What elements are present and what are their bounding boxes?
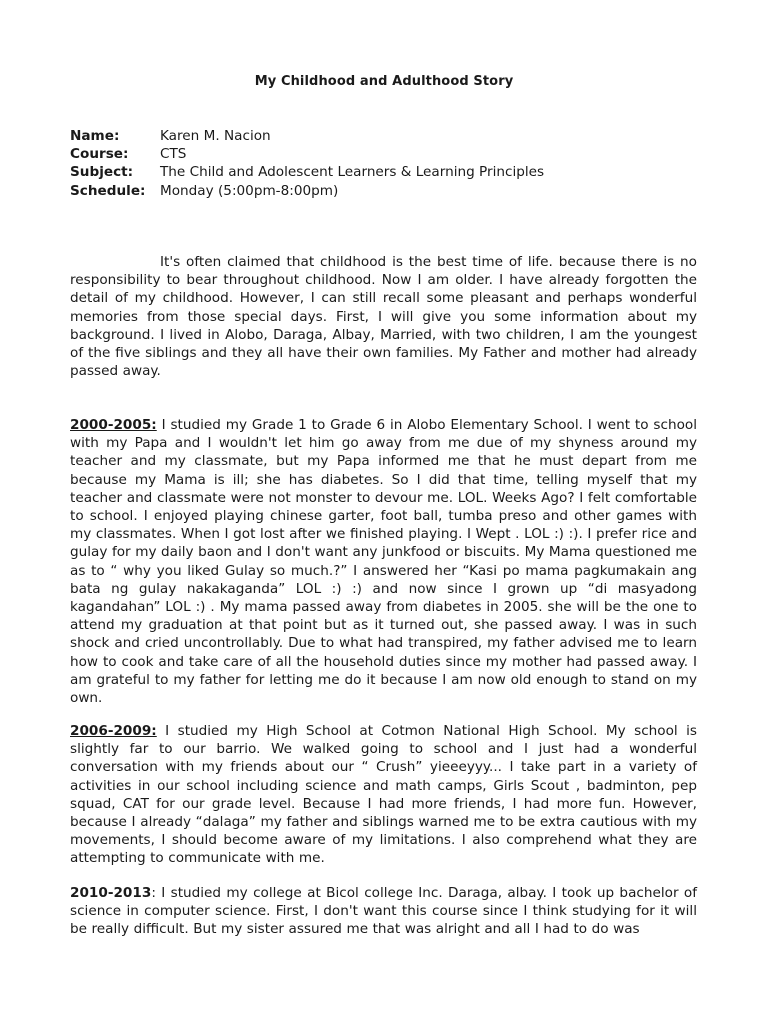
- info-label-schedule: Schedule:: [70, 182, 146, 199]
- info-value-schedule: Monday (5:00pm-8:00pm): [160, 182, 339, 199]
- info-row-course: [70, 145, 544, 163]
- info-label-subject: Subject:: [70, 164, 134, 181]
- document-title: My Childhood and Adulthood Story: [254, 74, 514, 89]
- paragraph-2006-2009-text: I studied my High School at Cotmon National High School. My school is slightly far to our barrio. We walked going to school and I just had a wonderful conversation with my friends about our “ Crush” yieeeyyy... I take part in a variety of activities in our school including science and math camps, Girls Scout , badminton, pep squad, CAT for our grade level. Because I had more friends, I had more fun. However, because I already “dalaga” my father and siblings warned me to be extra cautious with my movements, I should become aware of my limitations. I also comprehend what they are attempting to communicate with me.: [70, 723, 697, 867]
- year-heading-2006-2009: 2006-2009:: [70, 723, 157, 739]
- info-label-name: Name:: [70, 128, 120, 144]
- paragraph-introduction: [70, 253, 697, 380]
- paragraph-2010-2013: [70, 884, 697, 939]
- info-value-name: Karen M. Nacion: [160, 128, 271, 144]
- info-value-course: CTS: [160, 146, 187, 163]
- paragraph-2010-2013-text: : I studied my college at Bicol college Inc. Daraga, albay. I took up bachelor of science in computer science. First, I don't want this course since I think studying for it will be really difficult. But my sister assured me that was alright and all I had to do was: [70, 885, 697, 938]
- paragraph-2000-2005-text: I studied my Grade 1 to Grade 6 in Alobo Elementary School. I went to school with my Papa and I wouldn't let him go away from me due of my shyness around my teacher and my classmate, but my Papa informed me that he must depart from me because my Mama is ill; she has diabetes. So I did that time, telling myself that my teacher and classmate were not monster to devour me. LOL. Weeks Ago? I felt comfortable to school. I enjoyed playing chinese garter, foot ball, tumba preso and other games with my classmates. When I got lost after we finished playing. I Wept . LOL :) :). I prefer rice and gulay for my daily baon and I don't want any junkfood or biscuits. My Mama questioned me as to “ why you liked Gulay so much.?” I answered her “Kasi po mama pagkumakain ang bata ng gulay nakakaganda” LOL :) :) and now since I grown up “di masyadong kagandahan” LOL :) . My mama passed away from diabetes in 2005. she will be the one to attend my graduation at that point but as it turned out, she passed away. I was in such shock and cried uncontrollably. Due to what had transpired, my father advised me to learn how to cook and take care of all the household duties since my mother had passed away. I am grateful to my father for letting me do it because I am now old enough to stand on my own.: [70, 417, 697, 707]
- paragraph-2000-2005: [70, 416, 697, 707]
- info-value-subject: The Child and Adolescent Learners & Learning Principles: [160, 164, 545, 181]
- info-row-subject: [70, 163, 544, 181]
- info-row-schedule: [70, 182, 544, 200]
- info-label-course: Course:: [70, 146, 129, 163]
- info-row-name: [70, 127, 544, 145]
- paragraph-introduction-text: It's often claimed that childhood is the best time of life. because there is no responsibility to bear throughout childhood. Now I am older. I have already forgotten the detail of my childhood. However, I can still recall some pleasant and perhaps wonderful memories from those special days. First, I will give you some information about my background. I lived in Alobo, Daraga, Albay, Married, with two children, I am the youngest of the five siblings and they all have their own families. My Father and mother had already passed away.: [70, 254, 697, 380]
- year-heading-2010-2013: 2010-2013: [70, 885, 152, 901]
- student-info: [70, 127, 544, 200]
- paragraph-2006-2009: [70, 722, 697, 868]
- year-heading-2000-2005: 2000-2005:: [70, 417, 157, 433]
